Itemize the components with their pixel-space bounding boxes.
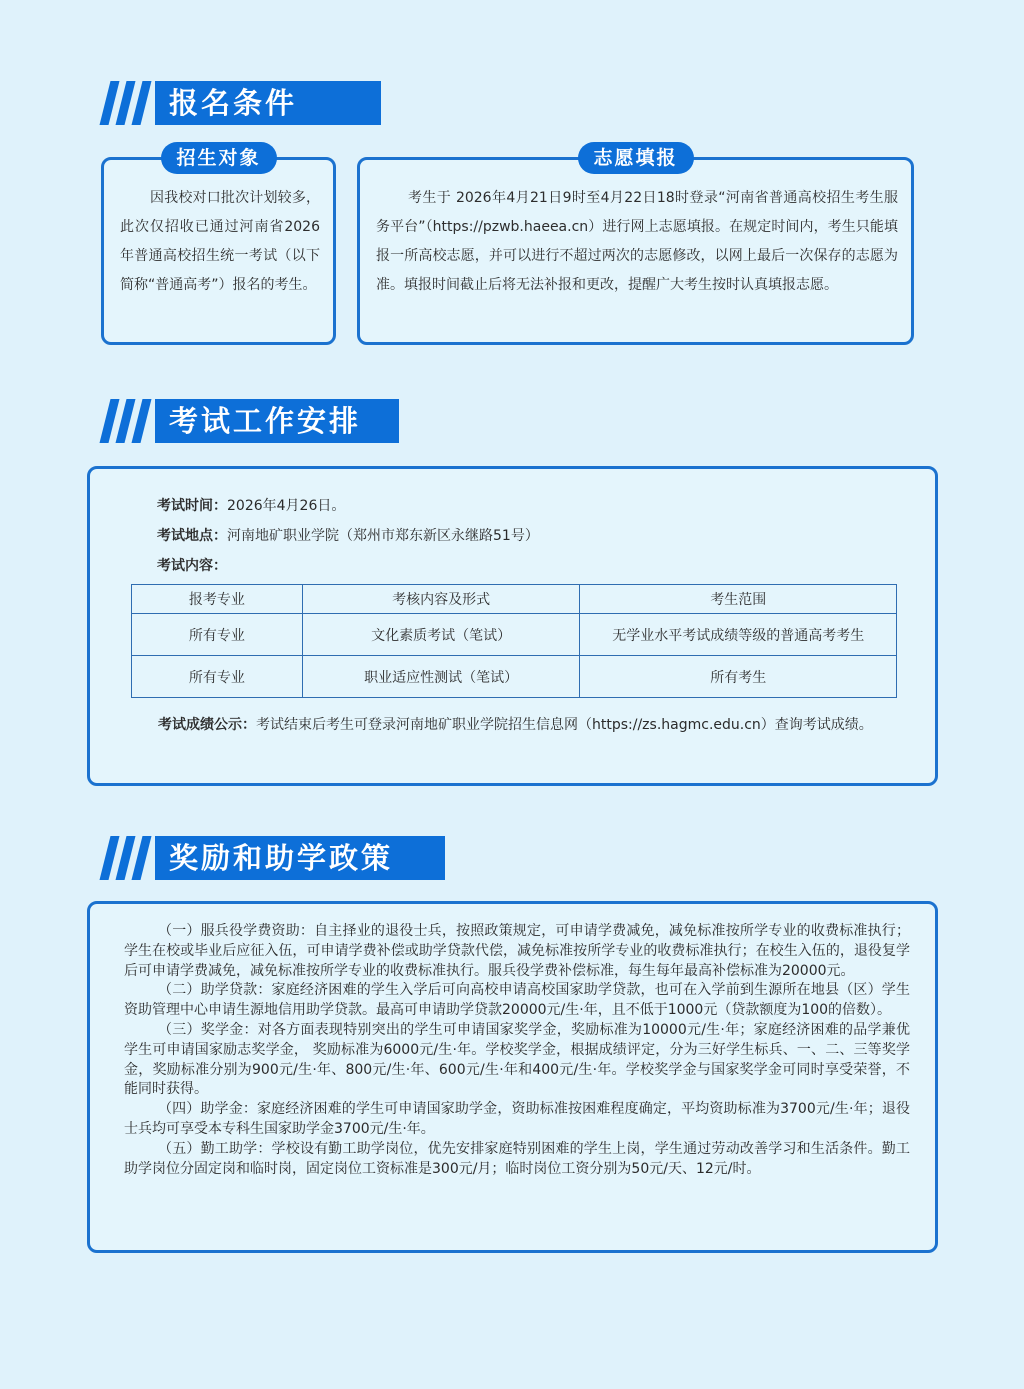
policy-paragraph: （五）勤工助学：学校设有勤工助学岗位，优先安排家庭特别困难的学生上岗，学生通过劳动改善学习和生活条件。勤工助学岗位分固定岗和临时岗，固定岗位工资标准是300元/月；临时岗位工资分别为50元/天、12元/时。 xyxy=(124,1140,910,1177)
table-cell: 文化素质考试（笔试） xyxy=(302,614,580,656)
exam-score-notice xyxy=(124,710,914,741)
exam-score-value: 考试结束后考生可登录河南地矿职业学院招生信息网（https://zs.hagmc.edu.cn）查询考试成绩。 xyxy=(256,717,873,733)
table-header-cell: 报考专业 xyxy=(132,585,303,614)
table-cell: 无学业水平考试成绩等级的普通高考考生 xyxy=(580,614,897,656)
exam-content-label: 考试内容： xyxy=(157,558,227,574)
volunteer-text: 考生于 2026年4月21日9时至4月22日18时登录“河南省普通高校招生考生服务平台”（https://pzwb.haeea.cn）进行网上志愿填报。在规定时间内，考生只能填报一所高校志愿，并可以进行不超过两次的志愿修改，以网上最后一次保存的志愿为准。填报时间截止后将无法补报和更改，提醒广大考生按时认真填报志愿。 xyxy=(376,190,898,293)
exam-time xyxy=(157,496,345,516)
exam-time-value: 2026年4月26日。 xyxy=(227,498,346,514)
stripes-decoration xyxy=(97,399,155,443)
exam-table xyxy=(131,584,897,698)
table-header-cell: 考核内容及形式 xyxy=(302,585,580,614)
exam-place-label: 考试地点： xyxy=(157,528,227,544)
volunteer-label: 志愿填报 xyxy=(577,142,693,174)
policy-paragraph: （一）服兵役学费资助：自主择业的退役士兵，按照政策规定，可申请学费减免，减免标准按所学专业的收费标准执行；学生在校或毕业后应征入伍，可申请学费补偿或助学贷款代偿，减免标准按所学专业的收费标准执行；在校生入伍的，退役复学后可申请学费减免，减免标准按所学专业的收费标准执行。服兵役学费补偿标准，每生每年最高补偿标准为20000元。 xyxy=(124,923,910,979)
table-header-row xyxy=(132,585,897,614)
policy-text xyxy=(124,922,910,1179)
section-header-policy xyxy=(97,836,445,880)
target-students-box xyxy=(101,147,336,345)
exam-score-label: 考试成绩公示： xyxy=(158,717,256,733)
exam-time-label: 考试时间： xyxy=(157,498,227,514)
table-row xyxy=(132,614,897,656)
table-cell: 所有专业 xyxy=(132,614,303,656)
section-header-registration xyxy=(97,81,381,125)
stripes-decoration xyxy=(97,836,155,880)
policy-paragraph: （四）助学金：家庭经济困难的学生可申请国家助学金，资助标准按困难程度确定，平均资助标准为3700元/生·年；退役士兵均可享受本专科生国家助学金3700元/生·年。 xyxy=(124,1101,910,1137)
table-cell: 所有考生 xyxy=(580,656,897,698)
section-title: 考试工作安排 xyxy=(155,399,399,443)
policy-paragraph: （二）助学贷款：家庭经济困难的学生入学后可向高校申请高校国家助学贷款，也可在入学前到生源所在地县（区）学生资助管理中心申请生源地信用助学贷款。最高可申请助学贷款20000元/生·年，且不低于1000元（贷款额度为100的倍数）。 xyxy=(124,982,910,1019)
target-students-label: 招生对象 xyxy=(160,142,276,174)
table-row xyxy=(132,656,897,698)
exam-place-value: 河南地矿职业学院（郑州市郑东新区永继路51号） xyxy=(227,528,539,544)
table-cell: 职业适应性测试（笔试） xyxy=(302,656,580,698)
section-header-exam xyxy=(97,399,399,443)
target-students-text: 因我校对口批次计划较多，此次仅招收已通过河南省2026年普通高校招生统一考试（以下简称“普通高考”）报名的考生。 xyxy=(120,190,320,293)
table-header-cell: 考生范围 xyxy=(580,585,897,614)
table-cell: 所有专业 xyxy=(132,656,303,698)
section-title: 奖励和助学政策 xyxy=(155,836,445,880)
volunteer-box xyxy=(357,147,914,345)
section-title: 报名条件 xyxy=(155,81,381,125)
stripes-decoration xyxy=(97,81,155,125)
exam-place xyxy=(157,526,539,546)
exam-box xyxy=(87,466,938,786)
policy-paragraph: （三）奖学金：对各方面表现特别突出的学生可申请国家奖学金，奖励标准为10000元/生·年；家庭经济困难的品学兼优学生可申请国家励志奖学金， 奖励标准为6000元/生·年。学校奖学金，根据成绩评定，分为三好学生标兵、一、二、三等奖学金，奖励标准分别为900元/生·年、800元/生·年、600元/生·年和400元/生·年。学校奖学金与国家奖学金可同时享受荣誉，不能同时获得。 xyxy=(124,1021,910,1098)
policy-box xyxy=(87,901,938,1253)
exam-content xyxy=(157,556,227,576)
